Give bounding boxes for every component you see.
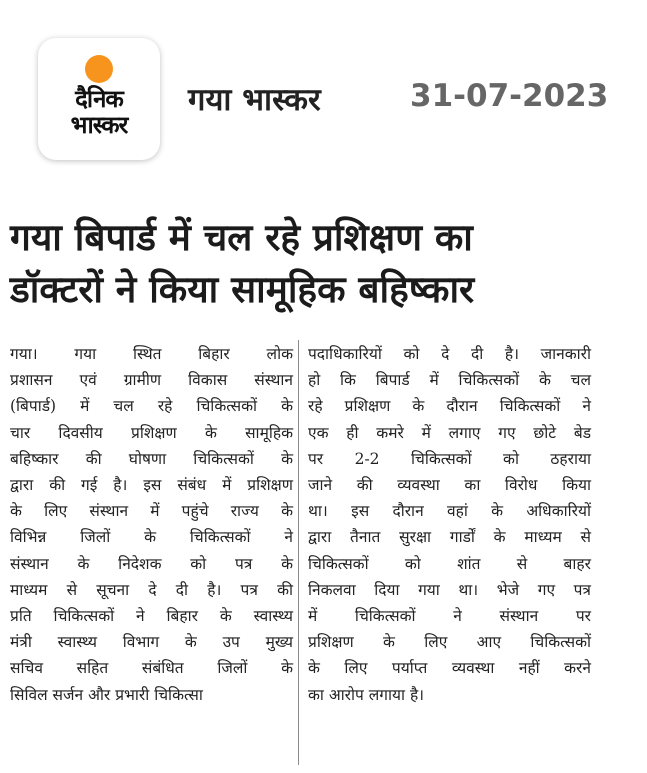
column-divider [298,340,299,765]
body-text-line: पर 2-2 चिकित्सकों को ठहराया [308,449,591,468]
body-text-line: पदाधिकारियों को दे दी है। जानकारी [308,345,591,363]
body-text-line: संस्थान के निदेशक को पत्र के [10,554,293,573]
body-text-line: जाने की व्यवस्था का विरोध किया [308,476,591,495]
body-text-line: चार दिवसीय प्रशिक्षण के सामूहिक [10,423,293,442]
body-text-line: गया। गया स्थित बिहार लोक [10,345,293,363]
edition-name: गया भास्कर [188,82,321,118]
body-text-line: निकलवा दिया गया था। भेजे गए पत्र [308,580,591,599]
body-text-line: में चिकित्सकों ने संस्थान पर [308,607,591,626]
headline-line: डॉक्टरों ने किया सामूहिक बहिष्कार [10,268,475,311]
page-header [0,0,647,175]
body-text-line: एक ही कमरे में लगाए गए छोटे बेड [308,423,591,442]
body-text-line: हो कि बिपार्ड में चिकित्सकों के चल [308,371,591,390]
body-text-line: (बिपार्ड) में चल रहे चिकित्सकों के [10,397,293,416]
body-text-line: प्रति चिकित्सकों ने बिहार के स्वास्थ्य [10,607,293,626]
logo-text-line-2: भास्कर [70,111,128,139]
body-text-line: का आरोप लगाया है। [308,685,425,704]
body-text-line: प्रशिक्षण के लिए आए चिकित्सकों [308,633,591,652]
body-text-line: माध्यम से सूचना दे दी है। पत्र की [10,580,293,599]
body-text-line: चिकित्सकों को शांत से बाहर [308,554,591,573]
article-column-right [308,341,591,708]
body-text-line: द्वारा की गई है। इस संबंध में प्रशिक्षण [10,476,293,495]
body-text-line: सचिव सहित संबंधित जिलों के [10,659,293,678]
headline-line: गया बिपार्ड में चल रहे प्रशिक्षण का [10,216,473,259]
sun-icon [85,55,113,83]
body-text-line: के लिए संस्थान में पहुंचे राज्य के [10,502,293,521]
body-text-line: रहे प्रशिक्षण के दौरान चिकित्सकों ने [308,397,591,416]
logo-text-line-1: दैनिक [75,85,123,113]
article-headline [10,212,640,316]
body-text-line: मंत्री स्वास्थ्य विभाग के उप मुख्य [10,633,293,652]
body-text-line: सिविल सर्जन और प्रभारी चिकित्सा [10,685,203,704]
body-text-line: द्वारा तैनात सुरक्षा गार्डों के माध्यम से [308,528,591,547]
article-column-left [10,341,293,708]
body-text-line: बहिष्कार की घोषणा चिकित्सकों के [10,449,293,468]
edition-date: 31-07-2023 [410,78,609,114]
dainik-bhaskar-logo [38,38,160,160]
body-text-line: प्रशासन एवं ग्रामीण विकास संस्थान [10,371,293,390]
body-text-line: था। इस दौरान वहां के अधिकारियों [308,502,591,521]
body-text-line: के लिए पर्याप्त व्यवस्था नहीं करने [308,659,591,678]
body-text-line: विभिन्न जिलों के चिकित्सकों ने [10,528,293,547]
